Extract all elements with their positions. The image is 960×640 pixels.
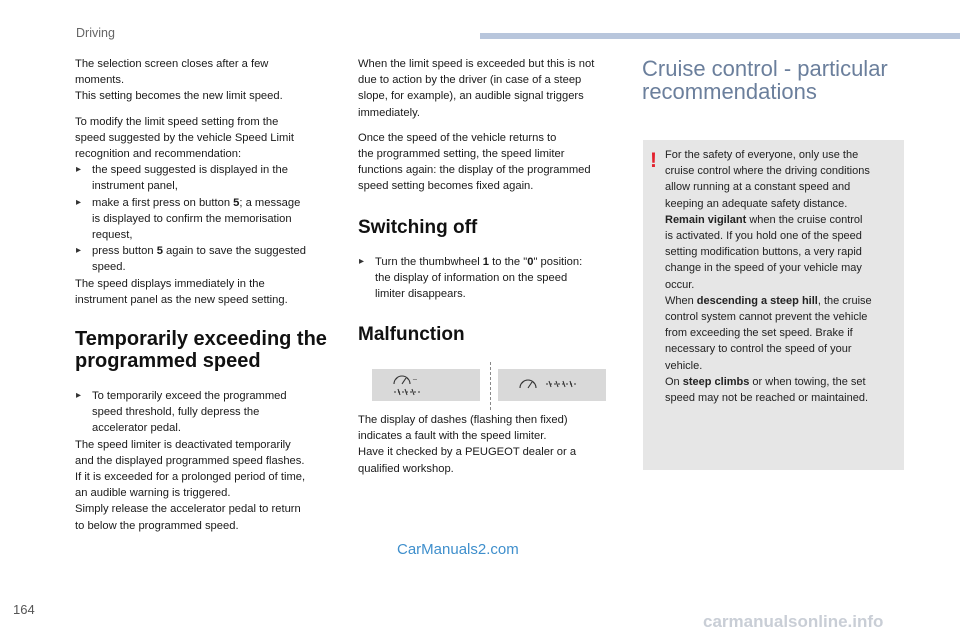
watermark-link[interactable]: CarManuals2.com xyxy=(397,541,519,558)
bullet-item: ▸ make a first press on button 5; a message is displayed to confirm the memorisation request, xyxy=(75,195,333,244)
separator-line xyxy=(490,362,491,410)
paragraph-switching-off xyxy=(358,254,622,303)
malfunction-display-illustration xyxy=(372,362,608,410)
paragraph-speed-returns: Once the speed of the vehicle returns to the programmed setting, the speed limiter functions again: the display of the programmed speed setting becomes fixed again. xyxy=(358,131,591,193)
section-title: Driving xyxy=(76,26,115,40)
heading-malfunction: Malfunction xyxy=(358,324,465,346)
paragraph-modify: To modify the limit speed setting from the speed suggested by the vehicle Speed Limit recognition and recommendation: ▸ the speed suggested is displayed in the instrument panel, ▸ make a first press on button 5; a message is displayed to confirm the memorisation request, ▸ press button 5 again to save the suggested speed. The speed displays immediately in the instrument panel as the new speed setting. xyxy=(75,114,333,308)
warning-icon: ! xyxy=(650,149,657,172)
paragraph-selection: The selection screen closes after a few moments. This setting becomes the new limit speed. xyxy=(75,58,283,103)
cruise-control-title: Cruise control - particular recommendations xyxy=(642,56,888,104)
safety-note-box xyxy=(643,140,904,470)
svg-text:_: _ xyxy=(413,373,417,380)
display-panel-left xyxy=(372,369,480,401)
paragraph-limit-exceeded: When the limit speed is exceeded but this is not due to action by the driver (in case of a steep slope, for example), an audible signal triggers immediately. xyxy=(358,58,595,119)
paragraph-temporarily: ▸ To temporarily exceed the programmed speed threshold, fully depress the accelerator pedal. The speed limiter is deactivated temporarily and the displayed programmed speed flashes. If it is exceeded for a prolonged period of time, an audible warning is triggered. Simply release the accelerator pedal to return to below the programmed speed. xyxy=(75,388,333,534)
bullet-item: ▸ Turn the thumbwheel 1 to the "0" position: the display of information on the speed limiter disappears. xyxy=(358,254,622,303)
header-bar xyxy=(480,33,960,39)
bullet-item: ▸ the speed suggested is displayed in the instrument panel, xyxy=(75,162,333,194)
column-left xyxy=(75,56,333,543)
column-middle xyxy=(358,56,622,361)
heading-switching-off: Switching off xyxy=(358,216,478,238)
bullet-item: ▸ To temporarily exceed the programmed speed threshold, fully depress the accelerator pedal. xyxy=(75,388,333,437)
display-panel-right xyxy=(498,369,606,401)
bullet-item: ▸ press button 5 again to save the suggested speed. xyxy=(75,243,333,275)
heading-temporarily-exceeding: Temporarily exceeding the programmed speed xyxy=(75,328,327,373)
footer-watermark: carmanualsonline.info xyxy=(703,612,884,631)
paragraph-malfunction: The display of dashes (flashing then fixed) indicates a fault with the speed limiter. Have it checked by a PEUGEOT dealer or a qualified workshop. xyxy=(358,414,577,475)
safety-note-text: For the safety of everyone, only use the cruise control where the driving conditions allow running at a constant speed and keeping an adequate safety distance. Remain vigilant when the cruise control is activated. If you hold one of the speed setting modification buttons, a very rapid change in the speed of your vehicle may occur. When descending a steep hill, the cruise control system cannot prevent the vehicle from exceeding the set speed. Brake if necessary to control the speed of your vehicle. On steep climbs or when towing, the set speed may not be reached or maintained. xyxy=(665,149,872,405)
page-number: 164 xyxy=(13,602,35,617)
